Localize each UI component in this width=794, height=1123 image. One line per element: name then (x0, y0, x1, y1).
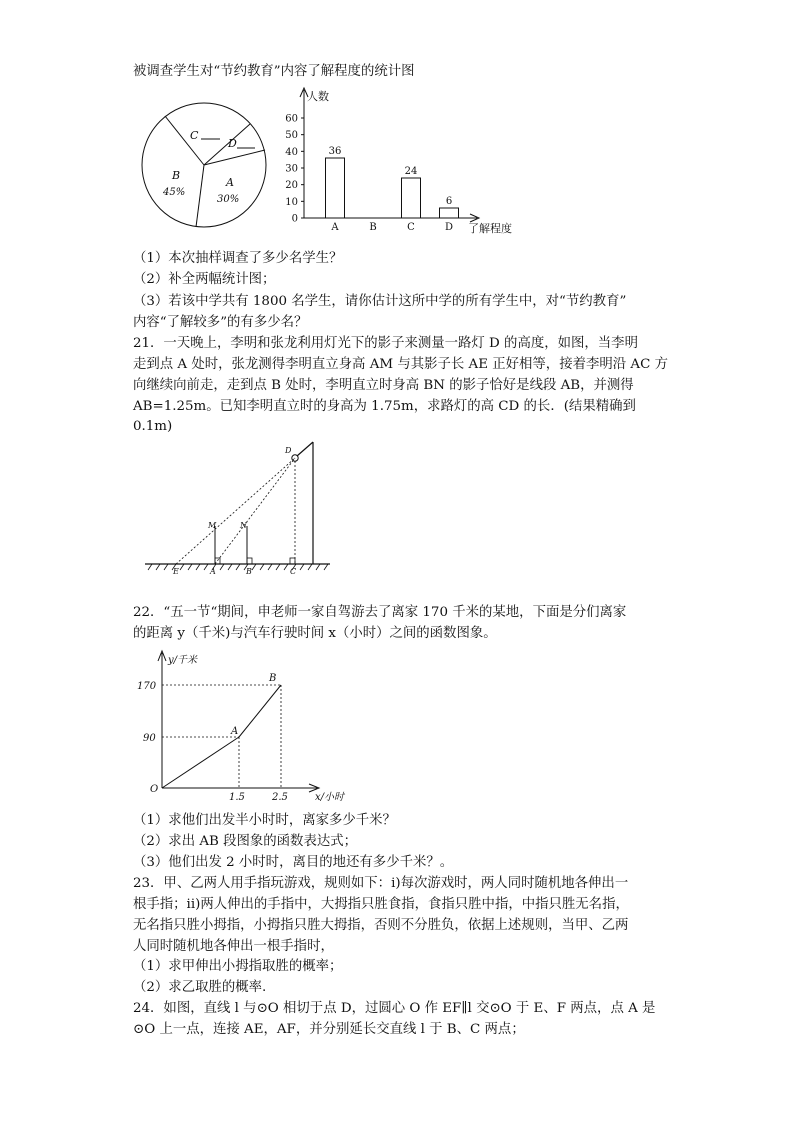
q21-line2: 走到点 A 处时，张龙测得李明直立身高 AM 与其影子长 AE 正好相等，接着李明沿 AC 方 (133, 357, 668, 372)
y-tick-label: 30 (285, 163, 298, 175)
lamp-arm (297, 442, 313, 456)
q24-line2: ⊙O 上一点，连接 AE，AF，并分别延长交直线 l 于 B、C 两点； (133, 1022, 525, 1037)
q20-part2: （2）补全两幅统计图； (133, 272, 276, 287)
q22-part2: （2）求出 AB 段图象的函数表达式； (133, 834, 358, 849)
label-a: A (210, 567, 216, 576)
pie-percent-a: 30% (217, 194, 240, 205)
pie-label-a: A (226, 176, 234, 189)
q23-line1: 23．甲、乙两人用手指玩游戏，规则如下：i)每次游戏时，两人同时随机地各伸出一 (133, 876, 629, 891)
bar-data-label: 24 (404, 166, 418, 177)
q22-line2: 的距离 y（千米)与汽车行驶时间 x（小时）之间的函数图象。 (133, 626, 497, 641)
q22-part3: （3）他们出发 2 小时时，离目的地还有多少千米？。 (133, 855, 454, 870)
q23-part1: （1）求甲伸出小拇指取胜的概率； (133, 959, 343, 974)
q23-line3: 无名指只胜小拇指，小拇指只胜大拇指，否则不分胜负，依据上述规则，当甲、乙两 (133, 918, 629, 933)
g-xlabel: x/小时 (315, 792, 345, 803)
q23-part2: （2）求乙取胜的概率. (133, 980, 267, 995)
x-category-label: B (369, 222, 377, 233)
label-d: D (285, 446, 292, 455)
q24-line1: 24．如图，直线 l 与⊙O 相切于点 D，过圆心 O 作 EF∥l 交⊙O 于 E、F 两点，点 A 是 (133, 1001, 656, 1016)
bar-xlabel: 了解程度 (468, 222, 512, 235)
y-tick-label: 40 (285, 146, 298, 158)
y-ticks (285, 114, 304, 225)
x-category-label: D (444, 222, 454, 233)
q21-line3: 向继续向前走，走到点 B 处时，李明直立时身高 BN 的影子恰好是线段 AB，并测得 (133, 378, 634, 393)
pie-label-c: C (190, 129, 199, 142)
bar-c (402, 178, 421, 218)
y-tick-label: 10 (285, 196, 298, 208)
label-b: B (246, 567, 252, 576)
q23-line2: 根手指；ii)两人伸出的手指中，大拇指只胜食指，食指只胜中指，中指只胜无名指， (133, 897, 629, 912)
pie-percent-b: 45% (163, 187, 186, 198)
label-m: M (208, 521, 217, 530)
pie-label-d: D (228, 137, 237, 150)
q20-part3-line1: （3）若该中学共有 1800 名学生，请你估计这所中学的所有学生中，对“节约教育” (133, 294, 627, 309)
label-n: N (240, 521, 247, 530)
y-tick-label: 0 (291, 213, 298, 225)
x-category-label: C (407, 222, 415, 233)
bar-data-label: 36 (328, 146, 342, 157)
g-point-a: A (231, 726, 239, 737)
g-tick-15: 1.5 (229, 792, 245, 803)
label-c: C (290, 567, 297, 576)
q20-part3-line2: 内容“了解较多”的有多少名？ (133, 315, 308, 330)
distance-time-graph (135, 648, 360, 808)
q22-part1: （1）求他们出发半小时时，离家多少千米？ (133, 813, 396, 828)
bars (326, 146, 459, 218)
pie-label-b: B (172, 169, 181, 182)
y-tick-label: 20 (285, 180, 298, 192)
x-category-label: A (331, 222, 339, 233)
g-point-b: B (269, 673, 277, 684)
g-ylabel: y/千米 (168, 655, 198, 666)
q20-part1: （1）本次抽样调查了多少名学生？ (133, 251, 343, 266)
y-tick-label: 50 (285, 130, 298, 142)
chart-title: 被调查学生对“节约教育”内容了解程度的统计图 (133, 64, 415, 79)
g-origin: O (150, 784, 159, 795)
g-tick-25: 2.5 (272, 792, 288, 803)
segment-ab (239, 685, 281, 737)
q21-line4: AB=1.25m。已知李明直立时的身高为 1.75m，求路灯的高 CD 的长．(结果精确到 (133, 399, 636, 414)
q23-line4: 人同时随机地各伸出一根手指时， (133, 939, 334, 954)
ray-an (215, 458, 295, 564)
y-tick-label: 60 (285, 113, 298, 125)
segment-oa (162, 737, 239, 788)
bar-a (326, 158, 345, 218)
q22-line1: 22．“五一节“期间，申老师一家自驾游去了离家 170 千米的某地，下面是分们离家 (133, 605, 627, 620)
q21-line1: 21．一天晚上，李明和张龙利用灯光下的影子来测量一路灯 D 的高度，如图，当李明 (133, 336, 638, 351)
g-tick-90: 90 (143, 733, 156, 744)
pie-chart (138, 95, 278, 245)
streetlight-figure (140, 438, 340, 580)
bar-d (440, 208, 459, 218)
bar-ylabel: 人数 (307, 90, 329, 103)
label-e: E (173, 567, 179, 576)
q21-line5: 0.1m) (133, 419, 173, 434)
bar-data-label: 6 (445, 196, 453, 207)
ray-em (176, 458, 295, 564)
x-categories (330, 222, 453, 233)
g-tick-170: 170 (137, 681, 157, 692)
pie-divider-ab (196, 165, 204, 227)
bar-chart (280, 85, 525, 240)
